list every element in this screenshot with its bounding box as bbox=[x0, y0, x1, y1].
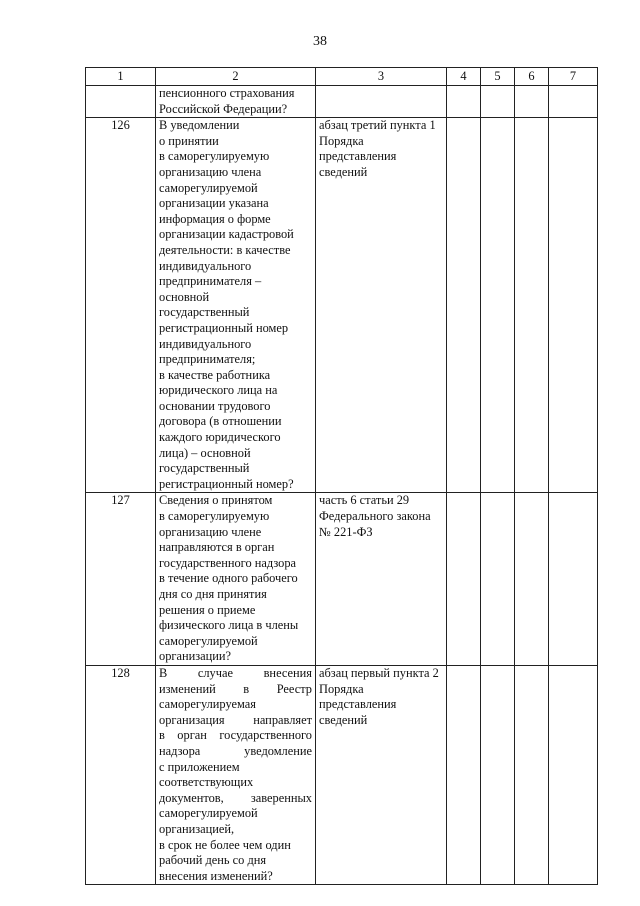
empty-cell-col-5 bbox=[481, 665, 515, 884]
question-line: организации? bbox=[159, 649, 232, 664]
question-line: саморегулируемая bbox=[159, 697, 256, 712]
question-line: пенсионного страхования bbox=[159, 86, 295, 100]
row-number: 126 bbox=[86, 118, 156, 493]
reference-line: часть 6 статьи 29 bbox=[319, 493, 410, 508]
question-line: организацию члене bbox=[159, 524, 262, 539]
column-header-5: 5 bbox=[481, 68, 515, 86]
reference-line: сведений bbox=[319, 164, 368, 179]
row-number bbox=[86, 86, 156, 118]
empty-cell-col-6 bbox=[515, 665, 549, 884]
question-line: в срок не более чем один bbox=[159, 837, 291, 852]
question-line: индивидуального bbox=[159, 258, 252, 273]
checklist-table bbox=[85, 67, 598, 885]
table-row bbox=[86, 86, 598, 118]
question-line: каждого юридического bbox=[159, 430, 281, 445]
question-line: документов, заверенных bbox=[159, 790, 312, 805]
empty-cell-col-4 bbox=[447, 86, 481, 118]
reference-line: Порядка bbox=[319, 681, 364, 696]
question-line: государственный bbox=[159, 461, 250, 476]
reference-line: представления bbox=[319, 149, 397, 164]
reference-line: № 221-ФЗ bbox=[319, 524, 373, 539]
reference-cell bbox=[316, 86, 447, 118]
question-line: соответствующих bbox=[159, 775, 254, 790]
question-line: лица) – основной bbox=[159, 445, 251, 460]
empty-cell-col-6 bbox=[515, 118, 549, 493]
column-header-7: 7 bbox=[549, 68, 598, 86]
question-line: с приложением bbox=[159, 759, 240, 774]
empty-cell-col-4 bbox=[447, 665, 481, 884]
reference-cell bbox=[316, 493, 447, 666]
empty-cell-col-7 bbox=[549, 493, 598, 666]
question-line: в саморегулируемую bbox=[159, 149, 270, 164]
question-line: информация о форме bbox=[159, 211, 271, 226]
header-row bbox=[86, 68, 598, 86]
empty-cell-col-5 bbox=[481, 86, 515, 118]
question-line: юридического лица на bbox=[159, 383, 278, 398]
question-line: Сведения о принятом bbox=[159, 493, 273, 508]
question-line: В уведомлении bbox=[159, 118, 240, 133]
question-line: в орган государственного bbox=[159, 728, 312, 743]
question-cell bbox=[156, 118, 316, 493]
question-line: индивидуального bbox=[159, 336, 252, 351]
empty-cell-col-5 bbox=[481, 118, 515, 493]
question-cell bbox=[156, 493, 316, 666]
reference-line: абзац первый пункта 2 bbox=[319, 665, 439, 680]
page-number: 38 bbox=[313, 34, 327, 49]
table-body bbox=[86, 86, 598, 885]
question-line: основной bbox=[159, 289, 210, 304]
empty-cell-col-4 bbox=[447, 118, 481, 493]
empty-cell-col-4 bbox=[447, 493, 481, 666]
column-header-6: 6 bbox=[515, 68, 549, 86]
question-line: государственного надзора bbox=[159, 555, 297, 570]
question-line: в качестве работника bbox=[159, 367, 271, 382]
column-header-4: 4 bbox=[447, 68, 481, 86]
question-line: организации кадастровой bbox=[159, 227, 294, 242]
question-line: в саморегулируемую bbox=[159, 509, 270, 524]
question-line: изменений в Реестр bbox=[159, 681, 312, 696]
reference-cell bbox=[316, 665, 447, 884]
question-line: предпринимателя; bbox=[159, 352, 256, 367]
question-cell bbox=[156, 665, 316, 884]
question-line: дня со дня принятия bbox=[159, 587, 267, 601]
question-line: саморегулируемой bbox=[159, 180, 258, 195]
question-line: Российской Федерации? bbox=[159, 101, 288, 116]
question-cell bbox=[156, 86, 316, 118]
question-line: организация направляет bbox=[159, 712, 312, 727]
question-line: договора (в отношении bbox=[159, 414, 282, 429]
question-line: основании трудового bbox=[159, 398, 271, 413]
question-line: регистрационный номер? bbox=[159, 476, 294, 491]
table-row bbox=[86, 118, 598, 493]
question-line: внесения изменений? bbox=[159, 868, 273, 883]
question-line: организации указана bbox=[159, 196, 269, 211]
question-line: организацией, bbox=[159, 821, 235, 836]
question-line: рабочий день со дня bbox=[159, 853, 267, 868]
question-line: В случае внесения bbox=[159, 665, 312, 680]
reference-line: абзац третий пункта 1 bbox=[319, 118, 436, 133]
question-line: в течение одного рабочего bbox=[159, 571, 298, 586]
column-header-1: 1 bbox=[86, 68, 156, 86]
question-line: предпринимателя – bbox=[159, 274, 262, 289]
reference-line: представления bbox=[319, 697, 397, 712]
reference-line: сведений bbox=[319, 712, 368, 727]
empty-cell-col-7 bbox=[549, 665, 598, 884]
question-line: деятельности: в качестве bbox=[159, 242, 291, 257]
empty-cell-col-6 bbox=[515, 493, 549, 666]
table-row bbox=[86, 493, 598, 666]
reference-line: Порядка bbox=[319, 133, 364, 148]
column-header-2: 2 bbox=[156, 68, 316, 86]
row-number: 127 bbox=[86, 493, 156, 666]
question-line: направляются в орган bbox=[159, 540, 275, 555]
question-line: саморегулируемой bbox=[159, 806, 258, 821]
question-line: решения о приеме bbox=[159, 602, 256, 617]
column-header-3: 3 bbox=[316, 68, 447, 86]
empty-cell-col-7 bbox=[549, 118, 598, 493]
reference-cell bbox=[316, 118, 447, 493]
question-line: организацию члена bbox=[159, 164, 262, 179]
question-line: регистрационный номер bbox=[159, 320, 289, 335]
empty-cell-col-7 bbox=[549, 86, 598, 118]
question-line: физического лица в члены bbox=[159, 618, 299, 633]
empty-cell-col-6 bbox=[515, 86, 549, 118]
question-line: надзора уведомление bbox=[159, 743, 312, 758]
question-line: саморегулируемой bbox=[159, 633, 258, 648]
table-row bbox=[86, 665, 598, 884]
reference-line: Федерального закона bbox=[319, 509, 431, 524]
question-line: государственный bbox=[159, 305, 250, 320]
row-number: 128 bbox=[86, 665, 156, 884]
question-line: о принятии bbox=[159, 133, 219, 148]
empty-cell-col-5 bbox=[481, 493, 515, 666]
